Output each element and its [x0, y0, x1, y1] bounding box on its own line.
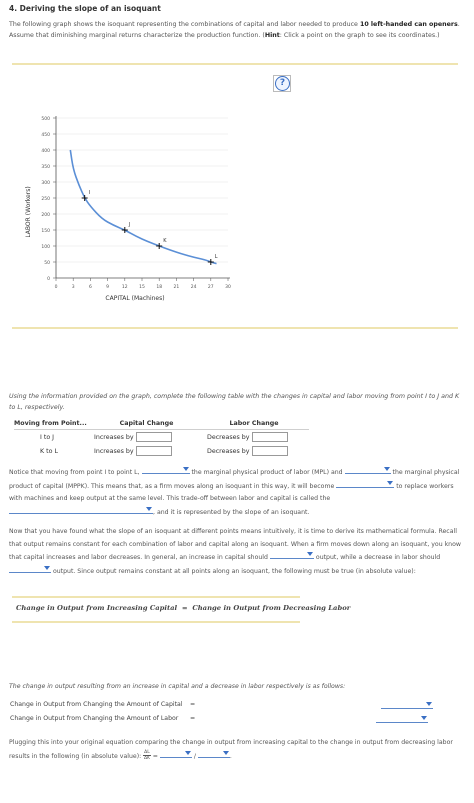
change-row-capital — [10, 698, 310, 712]
chevron-down-icon — [426, 702, 432, 706]
capital-label: Increases by — [94, 434, 134, 441]
y-tick-label: 350 — [41, 164, 50, 170]
chevron-down-icon — [387, 481, 393, 485]
mpl-direction-dropdown[interactable] — [142, 466, 190, 474]
capital-output-dropdown[interactable] — [270, 551, 314, 559]
table-row — [14, 430, 309, 445]
derive-paragraph — [9, 526, 464, 578]
point-label: L — [214, 254, 218, 260]
chevron-down-icon — [307, 552, 313, 556]
graph-top-rule — [12, 63, 458, 65]
row-labor-cell — [199, 444, 309, 458]
table-header-row — [14, 418, 309, 430]
capital-output-change-dropdown[interactable] — [381, 701, 433, 709]
row-capital-cell — [94, 430, 199, 445]
p1-text: machines and keep output at the same level. This trade-off between labor and capital is called the — [24, 495, 331, 502]
table-row — [14, 444, 309, 458]
y-tick-label: 150 — [41, 228, 50, 234]
p1-text: the marginal physical — [392, 469, 460, 476]
isoquant-graph[interactable] — [18, 110, 238, 310]
row-labor-cell — [199, 430, 309, 445]
capital-input-ij[interactable] — [136, 432, 172, 442]
slope-denominator-dropdown[interactable] — [198, 750, 230, 758]
y-tick-label: 50 — [44, 260, 50, 266]
change-capital-label: Change in Output from Changing the Amount of Capital — [10, 701, 183, 708]
p1-text: the marginal physical product of labor (MPL) and — [191, 469, 343, 476]
labor-output-dropdown[interactable] — [9, 565, 51, 573]
formula-left: Change in Output from Increasing Capital — [16, 604, 178, 612]
x-axis-label: CAPITAL (Machines) — [105, 295, 165, 302]
equals-sign: = — [190, 701, 196, 708]
header-moving: Moving from Point... — [14, 418, 94, 430]
mpl-paragraph — [9, 466, 464, 519]
intro-text: The following graph shows the isoquant representing the combinations of capital and labor needed to produce — [9, 21, 360, 28]
labor-label: Decreases by — [207, 448, 250, 455]
intro-text-2: . Assume that diminishing marginal returns characterize the production function. ( — [9, 21, 460, 39]
equals-sign: = — [152, 752, 158, 760]
change-labor-label: Change in Output from Changing the Amount of Labor — [10, 715, 179, 722]
slope-numerator-dropdown[interactable] — [160, 750, 192, 758]
y-tick-labels — [41, 116, 50, 282]
chevron-down-icon — [44, 566, 50, 570]
x-tick-labels — [55, 284, 231, 290]
hint-text: : Click a point on the graph to see its coordinates.) — [279, 32, 440, 39]
table-instructions: Using the information provided on the graph, complete the following table with the changes in capital and labor moving from point I to J and K to L, respectively. — [9, 393, 460, 411]
row-move: I to J — [40, 433, 55, 441]
chevron-down-icon — [384, 467, 390, 471]
x-tick-label: 18 — [156, 285, 163, 290]
slope-result-paragraph — [9, 737, 464, 763]
graph-bottom-rule — [12, 327, 458, 329]
header-labor: Labor Change — [199, 418, 309, 430]
x-tick-label: 6 — [88, 285, 92, 290]
mppk-direction-dropdown[interactable] — [345, 466, 391, 474]
chevron-down-icon — [183, 467, 189, 471]
x-tick-label: 15 — [139, 285, 145, 290]
header-capital: Capital Change — [94, 418, 199, 430]
labor-output-change-dropdown[interactable] — [376, 715, 428, 723]
p1-text: product of capital (MPPK). This means that, as a firm moves along an isoquant in this way, it will become — [9, 482, 335, 490]
change-table — [14, 418, 309, 458]
equals-sign: = — [190, 715, 196, 722]
p2-text: Now that you have found what the slope of an isoquant at different points means intuitively, it is time to derive its mathematical formula. Recall that output remains constant for each combination of labor and capital along an isoquant. When a firm moves down along an isoquant, you know that capital increases and labor decreases. In general, an increase in capital should — [9, 528, 461, 561]
capital-label: Increases by — [94, 448, 134, 455]
change-row-labor — [10, 712, 310, 726]
x-tick-label: 0 — [54, 285, 58, 290]
p1-text: to replace workers with — [9, 482, 454, 502]
graph-axes — [53, 116, 230, 281]
chevron-down-icon — [146, 507, 152, 511]
x-tick-label: 30 — [225, 285, 231, 290]
labor-input-ij[interactable] — [252, 432, 288, 442]
y-tick-label: 200 — [41, 212, 50, 218]
chevron-down-icon — [421, 716, 427, 720]
p2-text: output. Since output remains constant at all points along an isoquant, the following must be true (in absolute value): — [52, 567, 416, 575]
p4-text: Plugging this into your original equation comparing the change in output from increasing capital to the change in output from decreasing labor results in the following (in absolute value): — [9, 739, 453, 760]
labor-label: Decreases by — [207, 434, 250, 441]
frac-numerator: ΔL — [144, 750, 150, 755]
question-title: 4. Deriving the slope of an isoquant — [9, 4, 161, 13]
y-tick-label: 100 — [41, 244, 50, 250]
formula-top-rule — [12, 596, 300, 598]
capital-input-kl[interactable] — [136, 446, 172, 456]
x-tick-label: 24 — [190, 285, 197, 290]
point-label: I — [88, 190, 91, 196]
chevron-down-icon — [185, 751, 191, 755]
tradeoff-name-dropdown[interactable] — [9, 506, 153, 514]
hint-label: Hint — [264, 32, 280, 39]
frac-denominator: ΔK — [143, 756, 150, 761]
y-tick-label: 250 — [41, 196, 50, 202]
p1-text: Notice that moving from point I to point L, — [9, 469, 140, 476]
labor-input-kl[interactable] — [252, 446, 288, 456]
row-move: K to L — [40, 447, 58, 455]
y-tick-label: 500 — [41, 116, 50, 122]
output-equality-formula — [16, 604, 350, 612]
x-tick-label: 3 — [71, 285, 75, 290]
isoquant-points[interactable] — [82, 190, 218, 265]
delta-l-over-delta-k — [143, 750, 151, 761]
point-label: J — [128, 222, 131, 228]
y-tick-label: 450 — [41, 132, 50, 138]
x-tick-label: 12 — [121, 285, 128, 290]
y-tick-label: 0 — [47, 276, 50, 282]
intro-bold-text: 10 left-handed can openers — [359, 21, 458, 28]
row-capital-cell — [94, 444, 199, 458]
period: . — [229, 752, 232, 760]
y-axis-label: LABOR (Workers) — [25, 186, 32, 238]
isoquant-curve[interactable] — [70, 150, 216, 264]
x-tick-label: 21 — [173, 285, 180, 290]
slash: / — [193, 752, 196, 760]
p2-text: output, while a decrease in labor should — [315, 554, 441, 561]
y-tick-label: 400 — [41, 148, 50, 154]
help-icon[interactable]: ? — [275, 76, 290, 91]
question-intro — [9, 19, 464, 41]
formula-bottom-rule — [12, 621, 300, 623]
change-output-rows — [10, 698, 310, 726]
x-tick-label: 27 — [207, 285, 214, 290]
x-tick-label: 9 — [106, 285, 110, 290]
p1-text: and it is represented by the slope of an isoquant. — [156, 508, 310, 516]
ease-dropdown[interactable] — [336, 480, 394, 488]
point-label: K — [163, 238, 167, 244]
chevron-down-icon — [223, 751, 229, 755]
y-tick-label: 300 — [41, 180, 50, 186]
change-output-intro: The change in output resulting from an increase in capital and a decrease in labor respectively is as follows: — [9, 683, 346, 690]
p1-text: , — [153, 508, 155, 516]
formula-right: Change in Output from Decreasing Labor — [192, 604, 351, 612]
formula-equals: = — [181, 604, 188, 612]
